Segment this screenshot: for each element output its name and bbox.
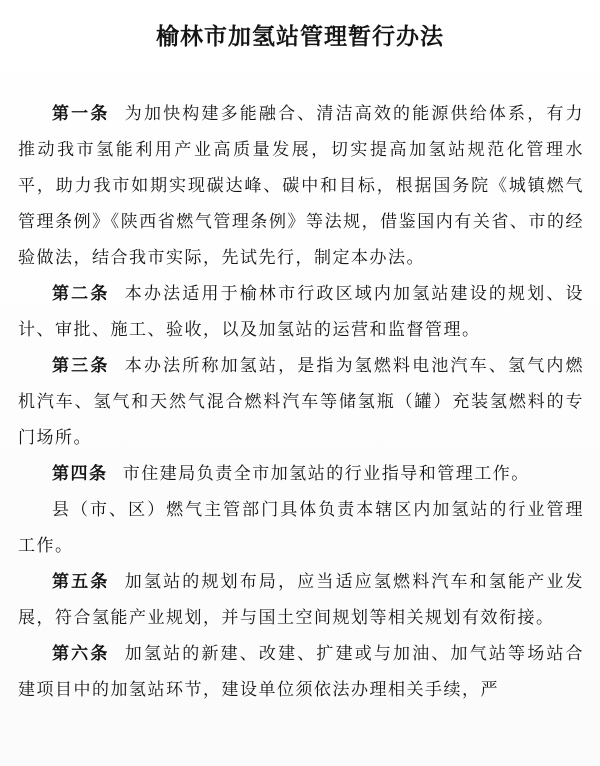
document-title: 榆林市加氢站管理暂行办法 [156, 24, 444, 50]
article-text: 市住建局负责全市加氢站的行业指导和管理工作。 [122, 464, 530, 484]
article-text: 为加快构建多能融合、清洁高效的能源供给体系，有力推动我市氢能利用产业高质量发展，切实提高加氢站规范化管理水平，助力我市如期实现碳达峰、碳中和目标，根据国务院《城镇燃气管理条例》《陕西省燃气管理条例》等法规，借鉴国内有关省、市的经验做法，结合我市实际，先试先行，制定本办法。 [18, 104, 585, 268]
article-label: 第一条 [52, 104, 110, 124]
paragraph-article-1 [18, 96, 584, 276]
paragraph-article-6 [18, 636, 584, 708]
article-text: 县（市、区）燃气主管部门具体负责本辖区内加氢站的行业管理工作。 [18, 500, 584, 556]
article-label: 第五条 [52, 572, 110, 592]
paragraph-article-5 [18, 564, 584, 636]
article-text: 本办法所称加氢站，是指为氢燃料电池汽车、氢气内燃机汽车、氢气和天然气混合燃料汽车等储氢瓶（罐）充装氢燃料的专门场所。 [18, 356, 585, 448]
article-label: 第二条 [52, 284, 110, 304]
article-label: 第四条 [52, 464, 108, 484]
paragraph-article-3 [18, 348, 584, 456]
article-text: 加氢站的新建、改建、扩建或与加油、加气站等场站合建项目中的加氢站环节，建设单位须依法办理相关手续，严 [18, 644, 585, 700]
paragraph-article-4-continued [18, 492, 584, 564]
paragraph-article-2 [18, 276, 584, 348]
article-label: 第六条 [52, 644, 110, 664]
paragraph-article-4 [18, 456, 584, 492]
document-body [18, 96, 584, 708]
article-text: 加氢站的规划布局，应当适应氢燃料汽车和氢能产业发展，符合氢能产业规划，并与国土空间规划等相关规划有效衔接。 [18, 572, 585, 628]
article-text: 本办法适用于榆林市行政区域内加氢站建设的规划、设计、审批、施工、验收，以及加氢站的运营和监督管理。 [18, 284, 585, 340]
article-label: 第三条 [52, 356, 110, 376]
